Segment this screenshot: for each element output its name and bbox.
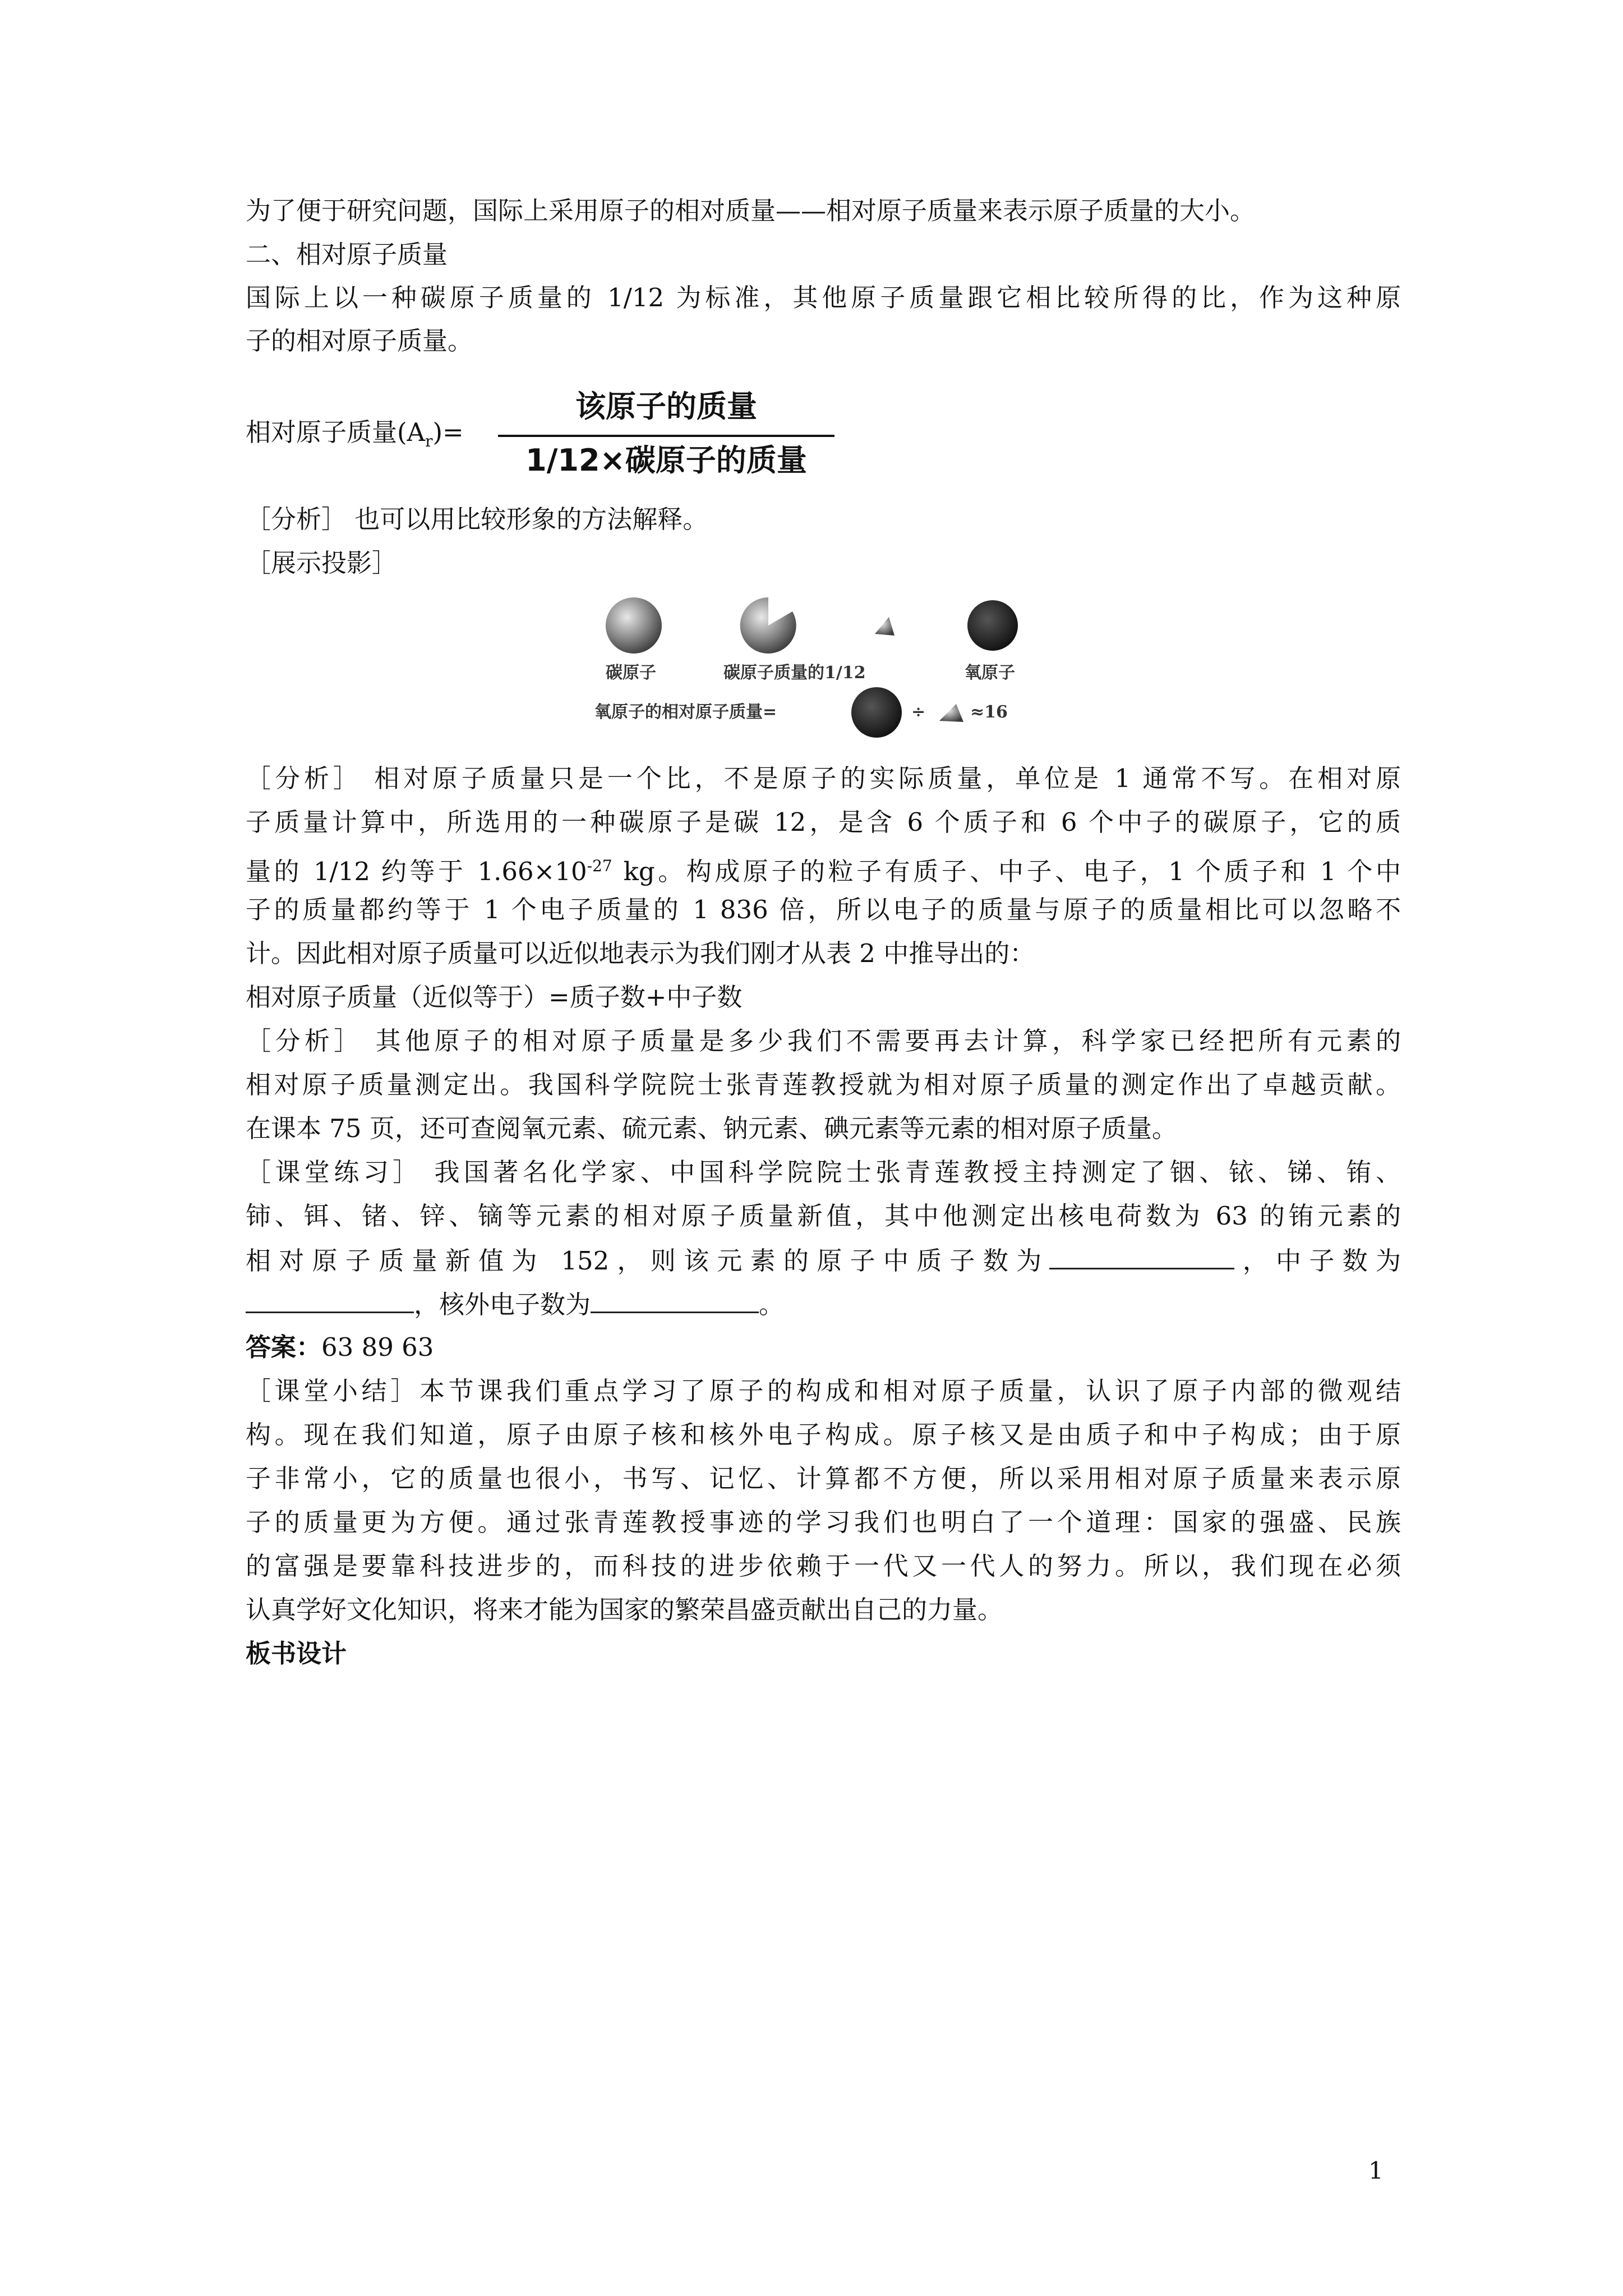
atom-comparison-figure	[583, 592, 1032, 743]
summary-line-3: 子非常小，它的质量也很小，书写、记忆、计算都不方便，所以采用相对原子质量来表示原	[246, 1464, 1401, 1493]
summary-line-6: 认真学好文化知识，将来才能为国家的繁荣昌盛贡献出自己的力量。	[246, 1595, 1003, 1625]
exercise-line-1: ［课堂练习］ 我国著名化学家、中国科学院院士张青莲教授主持测定了铟、铱、锑、铕、	[246, 1157, 1401, 1187]
approx-formula: 相对原子质量（近似等于）=质子数+中子数	[246, 982, 743, 1012]
caption-oxygen-atom: 氧原子	[965, 663, 1015, 683]
caption-carbon-atom: 碳原子	[606, 663, 656, 683]
analysis-2-line-3: 量的 1/12 约等于 $1.66\times 10^{-27}$ kg。构成原子的粒子有质子、中子、电子，1 个质子和 1 个中	[246, 857, 1401, 886]
analysis-3-line-2: 相对原子质量测定出。我国科学院院士张青莲教授就为相对原子质量的测定作出了卓越贡献。	[246, 1070, 1401, 1099]
analysis-3-line-3: 在课本 75 页，还可查阅氧元素、硫元素、钠元素、碘元素等元素的相对原子质量。	[246, 1114, 1177, 1143]
summary-line-4: 子的质量更为方便。通过张青莲教授事迹的学习我们也明白了一个道理：国家的强盛、民族	[246, 1507, 1401, 1537]
relative-atomic-mass-formula	[246, 384, 919, 485]
summary-line-2: 构。现在我们知道，原子由原子核和核外电子构成。原子核又是由质子和中子构成；由于原	[246, 1420, 1401, 1450]
electron-count-blank	[591, 1283, 759, 1313]
oxygen-atom-icon	[967, 600, 1018, 651]
board-design-heading: 板书设计	[246, 1639, 347, 1668]
formula-fraction	[492, 384, 1031, 485]
carbon-twelfth-wedge-icon	[875, 617, 895, 636]
formula-lhs: 相对原子质量$(A_r)=$	[246, 417, 464, 450]
para-intro: 为了便于研究问题，国际上采用原子的相对质量——相对原子质量来表示原子质量的大小。	[246, 196, 1256, 226]
carbon-atom-missing-slice-icon	[740, 597, 796, 654]
section-heading: 二、相对原子质量	[246, 240, 448, 269]
equation-divide: ÷	[911, 702, 926, 722]
analysis-2-line-5: 计。因此相对原子质量可以近似地表示为我们刚才从表 2 中推导出的：	[246, 938, 1035, 968]
definition-line-2: 子的相对原子质量。	[246, 326, 473, 356]
analysis-2-line-1: ［分析］ 相对原子质量只是一个比，不是原子的实际质量，单位是 1 通常不写。在相对原	[246, 763, 1401, 793]
equation-result: ≈16	[970, 702, 1008, 722]
oxygen-atom-equation-icon	[851, 687, 902, 738]
analysis-1: ［分析］ 也可以用比较形象的方法解释。	[246, 504, 708, 534]
analysis-2-line-4: 子的质量都约等于 1 个电子质量的 1 836 倍，所以电子的质量与原子的质量相比可以忽略不	[246, 895, 1401, 924]
answer-line: 答案：63 89 63	[246, 1332, 434, 1362]
neutron-count-blank	[246, 1283, 414, 1313]
definition-line-1: 国际上以一种碳原子质量的 1/12 为标准，其他原子质量跟它相比较所得的比，作为这种原	[246, 283, 1401, 312]
page-number: 1	[1368, 2157, 1384, 2184]
formula-numerator: 该原子的质量	[575, 389, 757, 424]
carbon-twelfth-equation-icon	[939, 704, 963, 722]
caption-carbon-twelfth: 碳原子质量的1/12	[723, 663, 866, 683]
analysis-3-line-1: ［分析］ 其他原子的相对原子质量是多少我们不需要再去计算，科学家已经把所有元素的	[246, 1026, 1401, 1056]
exercise-line-2: 铈、铒、锗、锌、镝等元素的相对原子质量新值，其中他测定出核电荷数为 63 的铕元素的	[246, 1201, 1401, 1231]
analysis-2-line-2: 子质量计算中，所选用的一种碳原子是碳 12，是含 6 个质子和 6 个中子的碳原子，它的质	[246, 807, 1401, 837]
summary-line-1: ［课堂小结］本节课我们重点学习了原子的构成和相对原子质量，认识了原子内部的微观结	[246, 1376, 1401, 1406]
fraction-bar	[498, 435, 834, 437]
carbon-atom-icon	[606, 597, 662, 654]
proton-count-blank	[1049, 1240, 1234, 1269]
formula-denominator: 1/12×碳原子的质量	[525, 443, 807, 478]
summary-line-5: 的富强是要靠科技进步的，而科技的进步依赖于一代又一代人的努力。所以，我们现在必须	[246, 1551, 1401, 1581]
equation-label: 氧原子的相对原子质量=	[594, 702, 777, 722]
exercise-line-3: 相对原子质量新值为 152，则该元素的原子中质子数为 ，中子数为	[246, 1240, 1401, 1281]
exercise-line-4: ，核外电子数为 。	[246, 1283, 1401, 1325]
projection-label: ［展示投影］	[246, 548, 398, 578]
